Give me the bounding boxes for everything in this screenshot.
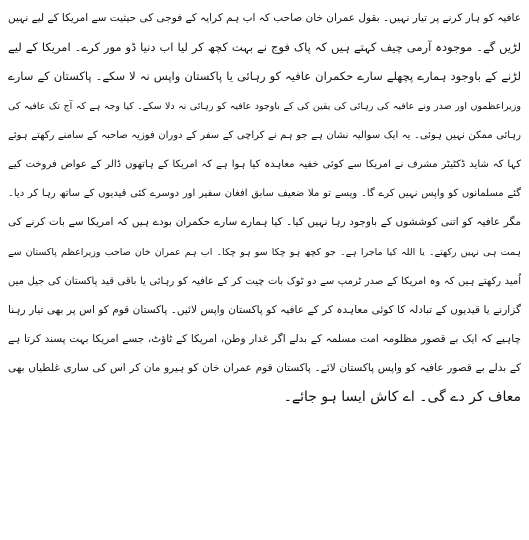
article-line: عافیہ کو ہار کرنے پر تیار نہیں۔ بقول عمران خان صاحب کہ اب ہم کرایہ کے فوجی کی حیثیت سے امریکا کے لیے نہیں (8, 12, 521, 24)
article-line: چاہیے کہ ایک بے قصور مظلومہ امت مسلمہ کے بدلے اگر غدار وطن، امریکا کے ٹاؤٹ، جسے امریکا بہت پسند کرتا ہے (8, 333, 521, 346)
article-line: لڑیں گے۔ موجودہ آرمی چیف کہتے ہیں کہ پاک فوج نے بہت کچھ کر لیا اب دنیا ڈو مور کرے۔ امریکا کے لیے (8, 40, 521, 55)
article-line: گزارنے یا قیدیوں کے تبادلہ کا کوئی معاہدہ کر کے عافیہ کو پاکستان واپس لائیں۔ پاکستان قوم کو اس پر بھی تیار رہنا (8, 303, 521, 316)
article-line: کے بدلے بے قصور عافیہ کو واپس پاکستان لائے۔ پاکستان قوم عمران خان کو ہیرو مان کر اس کی ساری غلطیاں بھی (8, 362, 521, 375)
article-line: ہمت ہی نہیں رکھتے۔ یا اللہ کیا ماجرا ہے۔ جو کچھ ہو چکا سو ہو چکا۔ اب ہم عمران خان صاحب وزیراعظم پاکستان سے (8, 246, 521, 258)
article-line: معاف کر دے گی۔ اے کاش ایسا ہو جائے۔ (283, 389, 521, 406)
article-line: گئے مسلمانوں کو واپس نہیں کرے گا۔ ویسے تو ملا ضعیف سابق افغان سفیر اور دوسرے کئی قیدیوں کے ساتھ رہا کر دیا۔ (8, 188, 521, 200)
article-line: کہا کہ شاید ڈکٹیٹر مشرف نے امریکا سے کوئی خفیہ معاہدہ کیا ہوا ہے کہ امریکا کے ہاتھوں ڈالر کے عواض فروخت کیے (8, 158, 521, 170)
article-line: لڑنے کے باوجود ہمارے پچھلے سارے حکمران عافیہ کو رہائی یا پاکستان واپس نہ لا سکے۔ پاکستان کے سارے (8, 69, 521, 84)
article-line: رہائی ممکن نہیں ہوئی۔ یہ ایک سوالیہ نشان ہے جو ہم نے کراچی کے سفر کے دوران فوزیہ صاحبہ کے سامنے رکھتے ہوئے (8, 129, 521, 141)
article-line: اُمید رکھتے ہیں کہ وہ امریکا کے صدر ٹرمپ سے دو ٹوک بات چیت کر کے عافیہ کو رہائی یا باقی قید پاکستان کی جیل میں (8, 275, 521, 287)
article-line: مگر عافیہ کو اتنی کوششوں کے باوجود رہا نہیں کیا۔ کیا ہمارے سارے حکمران بودے ہیں کہ امریکا سے بات کرنے کی (8, 216, 521, 229)
article-line: وزیراعظموں اور صدر ونے عافیہ کی رہائی کی یقین کی کے باوجود عافیہ کو رہائی نہ دلا سکے۔ کیا وجہ ہے کہ آج تک عافیہ کی (8, 100, 521, 112)
article-body (8, 4, 521, 413)
